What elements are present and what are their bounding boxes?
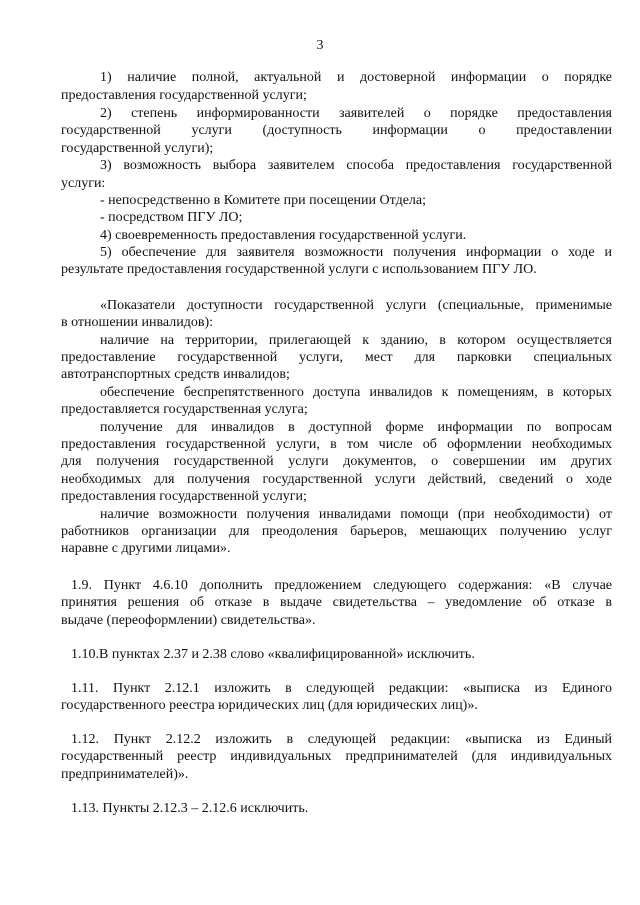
document-line: необходимых для получения государственной услуги действий, сведений о ходе [61, 472, 612, 487]
document-line: наравне с другими лицами». [61, 541, 231, 556]
document-line: автотранспортных средств инвалидов; [61, 367, 290, 382]
document-line: 1.12. Пункт 2.12.2 изложить в следующей редакции: «выписка из Единый [71, 732, 612, 747]
document-line: «Показатели доступности государственной услуги (специальные, применимые [100, 298, 612, 313]
document-line: обеспечение беспрепятственного доступа инвалидов к помещениям, в которых [100, 385, 612, 400]
document-line: 1.13. Пункты 2.12.3 – 2.12.6 исключить. [71, 801, 309, 816]
document-line: предпринимателей)». [61, 767, 189, 782]
document-line: 1.9. Пункт 4.6.10 дополнить предложением следующего содержания: «В случае [71, 578, 612, 593]
page-number: 3 [316, 38, 324, 53]
document-line: 2) степень информированности заявителей о порядке предоставления [100, 106, 612, 121]
document-line: предоставления государственной услуги; [61, 88, 307, 103]
document-line: услуги: [61, 176, 106, 191]
document-line: принятия решения об отказе в выдаче свидетельства – уведомление об отказе в [61, 595, 612, 610]
document-line: в отношении инвалидов): [61, 315, 214, 330]
document-line: 1) наличие полной, актуальной и достоверной информации о порядке [100, 70, 612, 85]
document-line: - непосредственно в Комитете при посещении Отдела; [100, 193, 426, 208]
document-line: государственной услуги (доступность информации о предоставлении [61, 123, 612, 138]
document-line: 1.10.В пунктах 2.37 и 2.38 слово «квалифицированной» исключить. [71, 647, 475, 662]
document-line: для получения государственной услуги документов, о совершении им других [61, 454, 612, 469]
document-line: предоставляется государственная услуга; [61, 402, 308, 417]
document-line: государственной услуги); [61, 141, 214, 156]
document-line: предоставления государственной услуги, в том числе об оформлении необходимых [61, 437, 612, 452]
document-line: 5) обеспечение для заявителя возможности получения информации о ходе и [100, 245, 612, 260]
document-line: 1.11. Пункт 2.12.1 изложить в следующей редакции: «выписка из Единого [71, 681, 612, 696]
document-line: 3) возможность выбора заявителем способа предоставления государственной [100, 158, 612, 173]
document-line: предоставление государственной услуги, мест для парковки специальных [61, 350, 612, 365]
document-line: выдаче (переоформлении) свидетельства». [61, 613, 316, 628]
document-line: результате предоставления государственной услуги с использованием ПГУ ЛО. [61, 262, 537, 277]
document-line: получение для инвалидов в доступной форме информации по вопросам [100, 420, 612, 435]
document-line: предоставления государственной услуги; [61, 489, 307, 504]
document-line: работников организации для преодоления барьеров, мешающих получению услуг [61, 524, 612, 539]
document-line: наличие на территории, прилегающей к зданию, в котором осуществляется [100, 333, 612, 348]
document-line: - посредством ПГУ ЛО; [100, 210, 243, 225]
document-line: государственный реестр индивидуальных предпринимателей (для индивидуальных [61, 749, 612, 764]
document-line: государственного реестра юридических лиц (для юридических лиц)». [61, 698, 478, 713]
document-line: 4) своевременность предоставления государственной услуги. [100, 228, 467, 243]
document-line: наличие возможности получения инвалидами помощи (при необходимости) от [100, 507, 612, 522]
